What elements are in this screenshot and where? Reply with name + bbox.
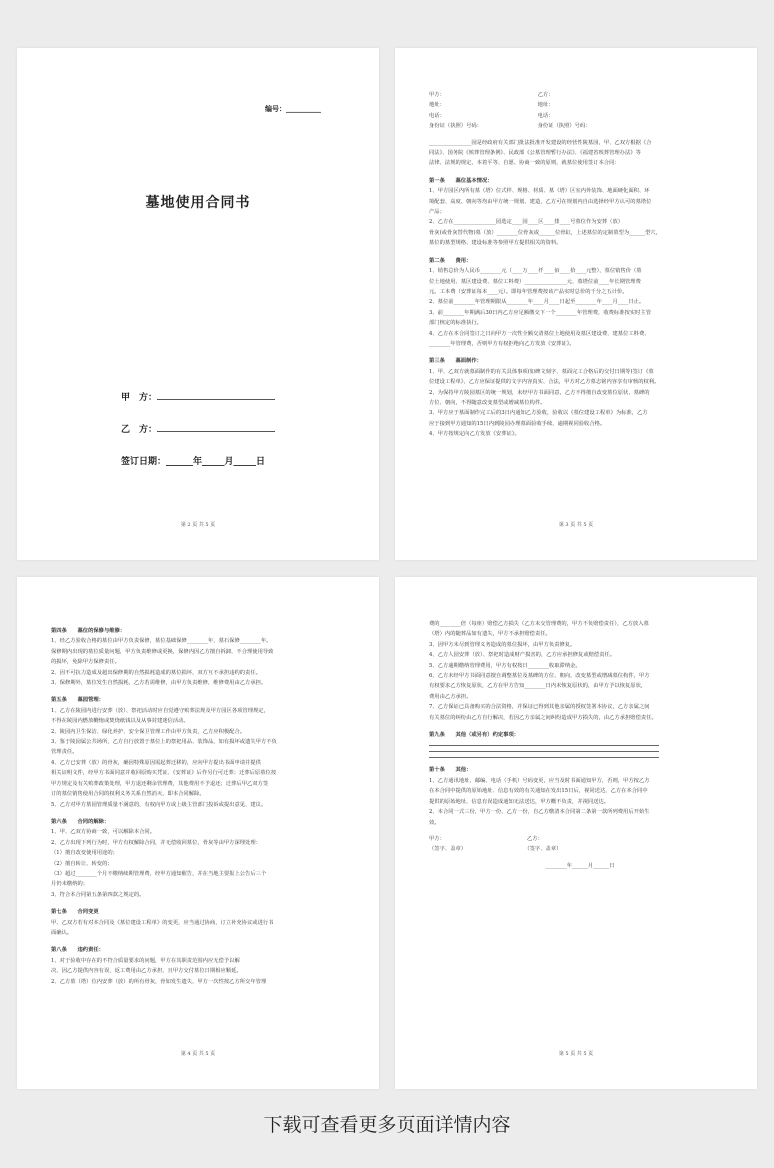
text-line: 地址： 地址： [429, 102, 554, 109]
text-line: 费用由乙方承担。 [429, 693, 472, 700]
text-line: 境配套、高度、朝向等均由甲方统一规划、建造，乙方可在规划内自由选择经甲方认可的墓塔位 [429, 198, 652, 205]
text-line: 提供的原始地址，信息有误造成通知无法送达，甲方概不负责，并视同送达。 [429, 798, 610, 805]
text-line: 1、销售总价为人民币________元（____万____仟____佰____拾____元整），墓位销售价（墓 [429, 268, 642, 275]
text-line: 电话： 电话： [429, 112, 554, 119]
text-line: 甲方： 乙方： [429, 835, 543, 842]
text-line: 订的墓位销售使用合同的权利义务关系自然消灭，即本合同解除。 [51, 791, 205, 798]
text-line: 相关证明文件，经甲方书面同意并收回原购买凭证、《安葬证》后作另行可迁葬；迁葬后原墓位按 [51, 770, 277, 777]
text-line: 同法》、国务院《殡葬管理条例》、民政部《公墓管理暂行办法》、《福建省殡葬管理办法》等 [429, 150, 641, 157]
text-line: 位建设工程单》，乙方应保证提供的文字内容真实、合法，甲方对乙方墓志铭内容享有审核的权利。 [429, 379, 660, 386]
page-body [51, 619, 351, 987]
text-line: ________年管理费，否则甲方有权拒绝向乙方发放《安葬证》。 [429, 340, 575, 347]
text-line: 应于接到甲方通知的15日内到陵园办理墓面验收手续，逾期视同验收合格。 [429, 420, 606, 427]
text-line: 3、保修期外，墓位发生自然损耗，乙方若需维修，由甲方负责维修，维修费用由乙方承担。 [51, 680, 267, 687]
blank-line [429, 745, 659, 746]
download-caption: 下载可查看更多页面详情内容 [263, 1114, 511, 1136]
text-line: （签字、盖章） （签字、盖章） [429, 846, 562, 853]
text-line: 管理责任。 [51, 749, 78, 756]
text-line: 7、乙方保证已具备购买的合法资格，并保证已得到其他亲属的授权签署本协议，乙方亲属之间 [429, 704, 650, 711]
blank-line [429, 751, 659, 752]
text-line: （3）超过________个月不缴纳续期管理费，经甲方通知催告，并在当地主要报上公告后三个 [51, 870, 267, 877]
text-line: ________________园是经政府有关部门批法批准开发建设的经营性陵墓园，甲、乙双方根据《合 [429, 139, 652, 146]
text-line: 3、符合本合同第五条第四款之规定的。 [51, 891, 145, 898]
text-line: 面确认。 [51, 929, 73, 936]
party-a-line [157, 399, 275, 400]
clause-heading: 第十条 其他： [429, 767, 472, 774]
contract-page-2 [395, 48, 757, 560]
clause-heading: 第九条 其他（或另有）约定事项： [429, 732, 520, 739]
page-footer: 第 4 页 共 5 页 [180, 1051, 216, 1057]
text-line: 1、经乙方验收合格的墓位由甲方负责保修，墓位基础保修________年，墓石保修________年。 [51, 638, 272, 645]
clause-heading: 第五条 墓园管理： [51, 697, 104, 704]
text-line: 1、甲、乙双方协商一致，可以解除本合同。 [51, 829, 156, 836]
text-line: 效。 [429, 819, 440, 826]
clause-heading: 第四条 墓位的保修与维修： [51, 628, 126, 634]
text-line: 产品； [429, 209, 445, 216]
text-line: 骨灰(或骨灰替代物)墓（放）________位骨灰或______位骨缸，上述墓位的定制墓型为______型穴， [429, 229, 661, 236]
text-line: 2、陵园内卫生保洁、绿化养护、安全保卫管理工作由甲方负责，乙方应积极配合。 [51, 728, 246, 735]
text-line: 2、墓位前________年管理期限从________年____月____日起至________年____月____日止。 [429, 299, 645, 306]
text-line: 方位、朝向，不得随意改变墓型或增减墓位构件。 [429, 399, 546, 406]
text-line: 6、乙方未经甲方书面同意擅自调整墓位及墓碑的方位、朝向，改变墓型或增减墓位构件，甲方 [429, 673, 650, 680]
text-line: 保修期内出现的墓位质量问题，甲方负责维修或更换，保修内因乙方擅自拆卸，不合理使用导致 [51, 648, 274, 655]
text-line: 元。工本费（安葬证每本____元）。即每年管理费按该产品实时总价的千分之五计价。 [429, 288, 628, 295]
text-line: 法律、法规的规定，本着平等、自愿、协商一致的原则，就墓位使用签订本合同： [429, 160, 620, 167]
text-line: 5、乙方对甲方墓园管理质量不满意的，有权向甲方或上级主管部门投诉或提出意见、建议。 [51, 801, 267, 808]
party-a-label: 甲 方： [121, 393, 158, 403]
text-line: 甲、乙双方若有对本合同及《墓位建设工程单》的变更，应当通过协商，订立补充协议或进行书 [51, 919, 274, 926]
clause-heading: 第八条 违约责任： [51, 947, 104, 954]
text-line: （塔）内的随葬品如有遗失，甲方不承担赔偿责任。 [429, 631, 551, 638]
party-b-line [157, 431, 275, 432]
sign-date: 签订日期：______年_____月_____日 [121, 457, 266, 467]
text-line: 2、本合同一式三份，甲方一份、乙方一份，自乙方缴清本合同第二条第一款所列费用后开始生 [429, 809, 650, 816]
page-footer: 第 5 页 共 5 页 [558, 1051, 594, 1057]
text-line: 4、甲方按规定向乙方发放《安葬证》。 [429, 431, 520, 438]
text-line: （1）擅自改变使用用途的； [51, 850, 118, 857]
text-line: 5、乙方逾期缴纳管理费用，甲方有权按日________收取滞纳金。 [429, 662, 581, 669]
contract-page-4 [395, 577, 757, 1089]
text-line: ________年______月______日 [429, 862, 615, 869]
text-line: 1、对于验收中存在的不符合质量要求的问题，甲方在其职责范围内应无偿予以解 [51, 957, 240, 964]
text-line: 3、因甲方未尽到管理义务造成的墓位损坏，由甲方负责修复。 [429, 641, 576, 648]
text-line: 甲方： 乙方： [429, 92, 554, 98]
clause-heading: 第三条 墓面制作： [429, 358, 482, 365]
clause-heading: 第七条 合同变更 [51, 909, 99, 916]
page-body [429, 90, 729, 440]
text-line: 3、甲方应于墓面制作完工后的3日内通知乙方验收，验收以《墓位建设工程单》为标准，乙方 [429, 410, 648, 417]
text-line: 3、鉴于陵园属公共场所，乙方自行放置于墓位上的祭祀用品、装饰品，如有损坏或遗失甲方不负 [51, 739, 277, 746]
text-line: 部门核定的标准执行。 [429, 320, 482, 327]
contract-title: 墓地使用合同书 [145, 195, 251, 211]
contract-page-3 [17, 577, 379, 1089]
text-line: 2、乙方墓（塔）位内安葬（放）的所有骨灰，骨如发生遗失，甲方一次性按乙方所交年管理 [51, 978, 267, 985]
blank-line [429, 757, 659, 758]
text-line: 1、乙方通讯地址、邮编、电话（手机）号码变更，应当及时书面通知甲方，否则，甲方按乙方 [429, 777, 650, 784]
cover-page [17, 48, 379, 560]
contract-number: 编号：__________ [265, 104, 321, 113]
text-line: （2）擅自转让、转变的； [51, 860, 113, 867]
text-line: 不得在陵园内燃放鞭炮或焚烧纸钱以及从事封建迷信活动。 [51, 718, 189, 725]
text-line: 2、因不可抗力造成及超出保修期的自然损耗造成的墓位损坏，双方互不承担违约的责任。 [51, 669, 261, 676]
text-line: 有关墓位的纠纷由乙方自行解决，若因乙方亲属之间纠纷造成甲方损失的，由乙方承担赔偿责任。 [429, 714, 657, 721]
text-line: 甲方规定及有关殡葬政策处理，甲方退还剩余管理费，其他费用不予退还；迁葬后甲乙双方签 [51, 780, 269, 787]
text-line: 墓位的墓型规格、建设标准等参照甲方提供相关的资料。 [429, 240, 562, 247]
text-line: 2、乙方在________________园选定____园____区____排____号墓位作为安葬（放） [429, 219, 624, 226]
text-line: 2、乙方出现下列行为时，甲方有权解除合同，并无偿收回墓位，骨灰等由甲方深埋处理： [51, 839, 261, 846]
text-line: 3、前________年期满后30日内乙方应足额缴交下一个________年管理费，收费标准按实时主管 [429, 309, 651, 316]
text-line: 身份证（执照）号码： 身份证（执照）号码： [429, 123, 591, 130]
text-line: 月仍未缴纳的； [51, 881, 89, 888]
text-line: 费的________倍（每座）赔偿乙方损失（乙方未交管理费的，甲方不负赔偿责任），乙方放入墓 [429, 621, 649, 627]
text-line: 有权要求乙方恢复原状，乙方在甲方告知________日内未恢复原状的，由甲方予以恢复原状， [429, 683, 647, 690]
text-line: 2、为保持甲方陵园墓区的统一规划，未经甲方书面同意，乙方不得擅自改变墓位原状、墓碑的 [429, 389, 650, 396]
text-line: 1、乙方在陵园内进行安葬（放）、祭祀活动时应自觉遵守殡葬法规及甲方园区各项管理规定， [51, 707, 269, 714]
text-line: 决，因乙方提供内容有误，返工费用由乙方承担，且甲方交付墓位日期相应顺延。 [51, 968, 242, 975]
text-line: 4、乙方在本合同签订之日向甲方一次性全额交清墓位土地使用及墓区建设费、建墓位工料费、 [429, 330, 650, 337]
page-footer: 第 2 页 共 5 页 [180, 522, 216, 528]
text-line: 的损坏，免除甲方保修责任。 [51, 659, 120, 666]
clause-heading: 第二条 费用： [429, 257, 472, 264]
text-line: 在本合同中提供的原始地址、信息有效的有关通知在发出15日后，视同送达，乙方在本合同中 [429, 788, 648, 795]
text-line: 位土地使用、墓区建设费、墓位工料费）________________元、墓塔位前____年长期管理费 [429, 278, 641, 285]
text-line: 1、甲方园区内所有墓（塔）位式样、规格、材质、墓（塔）区室内外装饰、地面硬化面积、环 [429, 188, 650, 195]
clause-heading: 第六条 合同的解除： [51, 818, 110, 825]
party-b-label: 乙 方： [121, 425, 158, 435]
page-body [429, 619, 729, 871]
text-line: 4、乙方已安葬（放）的骨灰，确因特殊原因需起葬迁移的，应向甲方提出书面申请并提供 [51, 759, 261, 766]
page-footer: 第 3 页 共 5 页 [558, 522, 594, 528]
text-line: 1、甲、乙双方就墓面制作的有关具体事项(如碑文刻字、墓面完工合格后的交付日期等)签订《墓 [429, 368, 654, 375]
text-line: 4、乙方人园安葬（放）、祭祀时造成财产损害的，乙方应承担修复或赔偿责任。 [429, 652, 616, 659]
clause-heading: 第一条 墓位基本情况： [429, 177, 493, 184]
